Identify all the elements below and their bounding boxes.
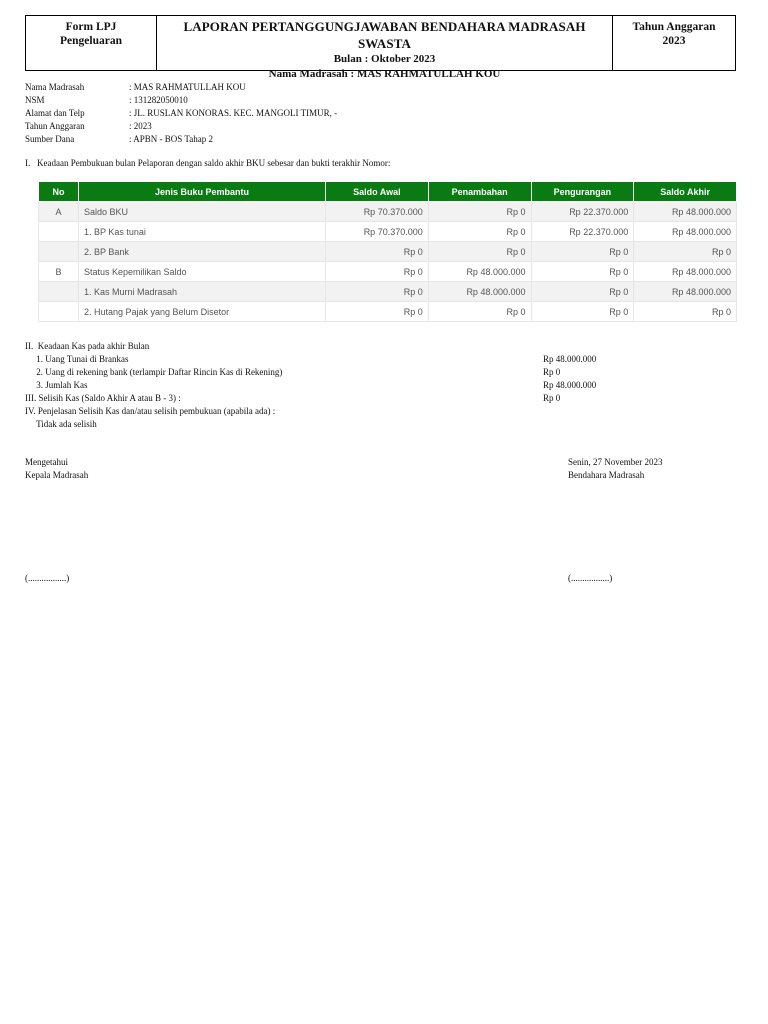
info-value: : APBN - BOS Tahap 2 bbox=[129, 134, 213, 144]
column-header: Jenis Buku Pembantu bbox=[79, 182, 326, 202]
cell-name: 1. BP Kas tunai bbox=[79, 222, 326, 242]
budget-year-value: 2023 bbox=[662, 35, 686, 47]
signature-headmaster bbox=[25, 456, 88, 482]
summary-line bbox=[25, 340, 736, 353]
summary-value: Rp 48.000.000 bbox=[543, 380, 597, 390]
form-label bbox=[26, 16, 157, 70]
summary-value: Rp 0 bbox=[543, 393, 561, 403]
cell-saldo-awal: Rp 70.370.000 bbox=[326, 202, 429, 222]
cell-name: Status Kepemilikan Saldo bbox=[79, 262, 326, 282]
cell-saldo-awal: Rp 0 bbox=[326, 262, 429, 282]
summary-text: 1. Uang Tunai di Brankas bbox=[25, 354, 129, 364]
summary-text: IV. Penjelasan Selisih Kas dan/atau selisih pembukuan (apabila ada) : bbox=[25, 406, 276, 416]
info-label: Tahun Anggaran bbox=[25, 121, 85, 131]
signature-left-line1: Mengetahui bbox=[25, 457, 68, 467]
info-row bbox=[25, 120, 337, 133]
table-row bbox=[39, 242, 737, 262]
cell-saldo-akhir: Rp 48.000.000 bbox=[634, 282, 737, 302]
info-label: Sumber Dana bbox=[25, 134, 75, 144]
info-label: Alamat dan Telp bbox=[25, 108, 85, 118]
report-school: Nama Madrasah : MAS RAHMATULLAH KOU bbox=[268, 68, 501, 80]
summary-text: Tidak ada selisih bbox=[25, 419, 97, 429]
cell-penambahan: Rp 48.000.000 bbox=[428, 282, 531, 302]
cell-no: B bbox=[39, 262, 79, 282]
signature-date: Senin, 27 November 2023 bbox=[568, 457, 663, 467]
budget-year-label: Tahun Anggaran bbox=[632, 21, 716, 33]
summary-text: II. Keadaan Kas pada akhir Bulan bbox=[25, 341, 150, 351]
cell-saldo-akhir: Rp 48.000.000 bbox=[634, 262, 737, 282]
school-info bbox=[25, 81, 337, 146]
info-row bbox=[25, 81, 337, 94]
signature-treasurer bbox=[568, 456, 663, 482]
info-label: NSM bbox=[25, 95, 45, 105]
cell-no: A bbox=[39, 202, 79, 222]
summary-text: 3. Jumlah Kas bbox=[25, 380, 88, 390]
cell-penambahan: Rp 0 bbox=[428, 242, 531, 262]
summary-value: Rp 48.000.000 bbox=[543, 354, 597, 364]
cell-name: 1. Kas Murni Madrasah bbox=[79, 282, 326, 302]
summary-line bbox=[25, 418, 736, 431]
form-line2: Pengeluaran bbox=[60, 35, 122, 47]
summary-line bbox=[25, 379, 736, 392]
signature-right-line2: Bendahara Madrasah bbox=[568, 470, 645, 480]
column-header: No bbox=[39, 182, 79, 202]
cell-pengurangan: Rp 0 bbox=[531, 242, 634, 262]
cell-saldo-awal: Rp 0 bbox=[326, 242, 429, 262]
signature-right-name-placeholder: (.................) bbox=[568, 573, 613, 583]
summary-value: Rp 0 bbox=[543, 367, 561, 377]
summary-line bbox=[25, 392, 736, 405]
info-label: Nama Madrasah bbox=[25, 82, 85, 92]
cell-penambahan: Rp 0 bbox=[428, 302, 531, 322]
info-row bbox=[25, 133, 337, 146]
info-row bbox=[25, 107, 337, 120]
column-header: Penambahan bbox=[428, 182, 531, 202]
info-value: : JL. RUSLAN KONORAS. KEC. MANGOLI TIMUR, - bbox=[129, 108, 338, 118]
table-row bbox=[39, 262, 737, 282]
report-title: LAPORAN PERTANGGUNGJAWABAN BENDAHARA MADRASAH SWASTA bbox=[183, 19, 586, 51]
summary-text: III. Selisih Kas (Saldo Akhir A atau B - 3) : bbox=[25, 393, 181, 403]
cell-name: Saldo BKU bbox=[79, 202, 326, 222]
info-value: : MAS RAHMATULLAH KOU bbox=[129, 82, 246, 92]
table-row bbox=[39, 302, 737, 322]
signature-left-line2: Kepala Madrasah bbox=[25, 470, 89, 480]
cell-penambahan: Rp 0 bbox=[428, 222, 531, 242]
cell-penambahan: Rp 48.000.000 bbox=[428, 262, 531, 282]
report-title-block bbox=[157, 16, 613, 80]
cell-saldo-awal: Rp 70.370.000 bbox=[326, 222, 429, 242]
cell-penambahan: Rp 0 bbox=[428, 202, 531, 222]
cell-saldo-akhir: Rp 48.000.000 bbox=[634, 222, 737, 242]
report-header bbox=[25, 15, 736, 80]
subsidiary-ledger-table bbox=[38, 181, 737, 322]
budget-year bbox=[613, 16, 735, 70]
cell-no bbox=[39, 282, 79, 302]
summary-line bbox=[25, 353, 736, 366]
cell-pengurangan: Rp 0 bbox=[531, 282, 634, 302]
column-header: Saldo Awal bbox=[326, 182, 429, 202]
cell-saldo-akhir: Rp 48.000.000 bbox=[634, 202, 737, 222]
table-row bbox=[39, 282, 737, 302]
report-month: Bulan : Oktober 2023 bbox=[333, 53, 436, 65]
cell-no bbox=[39, 302, 79, 322]
summary-line bbox=[25, 405, 736, 418]
cell-saldo-awal: Rp 0 bbox=[326, 302, 429, 322]
cell-pengurangan: Rp 22.370.000 bbox=[531, 222, 634, 242]
summary-text: 2. Uang di rekening bank (terlampir Daftar Rincin Kas di Rekening) bbox=[25, 367, 283, 377]
table-row bbox=[39, 202, 737, 222]
cell-name: 2. BP Bank bbox=[79, 242, 326, 262]
summary-line bbox=[25, 366, 736, 379]
column-header: Saldo Akhir bbox=[634, 182, 737, 202]
table-header-row bbox=[39, 182, 737, 202]
cell-name: 2. Hutang Pajak yang Belum Disetor bbox=[79, 302, 326, 322]
section-1-heading: I. Keadaan Pembukuan bulan Pelaporan dengan saldo akhir BKU sebesar dan bukti terakhir Nomor: bbox=[25, 158, 391, 168]
info-value: : 2023 bbox=[129, 121, 152, 131]
table-row bbox=[39, 222, 737, 242]
cell-saldo-awal: Rp 0 bbox=[326, 282, 429, 302]
cell-no bbox=[39, 242, 79, 262]
cell-saldo-akhir: Rp 0 bbox=[634, 242, 737, 262]
cell-pengurangan: Rp 0 bbox=[531, 262, 634, 282]
column-header: Pengurangan bbox=[531, 182, 634, 202]
cell-pengurangan: Rp 22.370.000 bbox=[531, 202, 634, 222]
info-row bbox=[25, 94, 337, 107]
cash-summary bbox=[25, 340, 736, 431]
info-value: : 131282050010 bbox=[129, 95, 188, 105]
cell-pengurangan: Rp 0 bbox=[531, 302, 634, 322]
form-line1: Form LPJ bbox=[65, 21, 117, 33]
signature-left-name-placeholder: (.................) bbox=[25, 573, 70, 583]
cell-no bbox=[39, 222, 79, 242]
cell-saldo-akhir: Rp 0 bbox=[634, 302, 737, 322]
